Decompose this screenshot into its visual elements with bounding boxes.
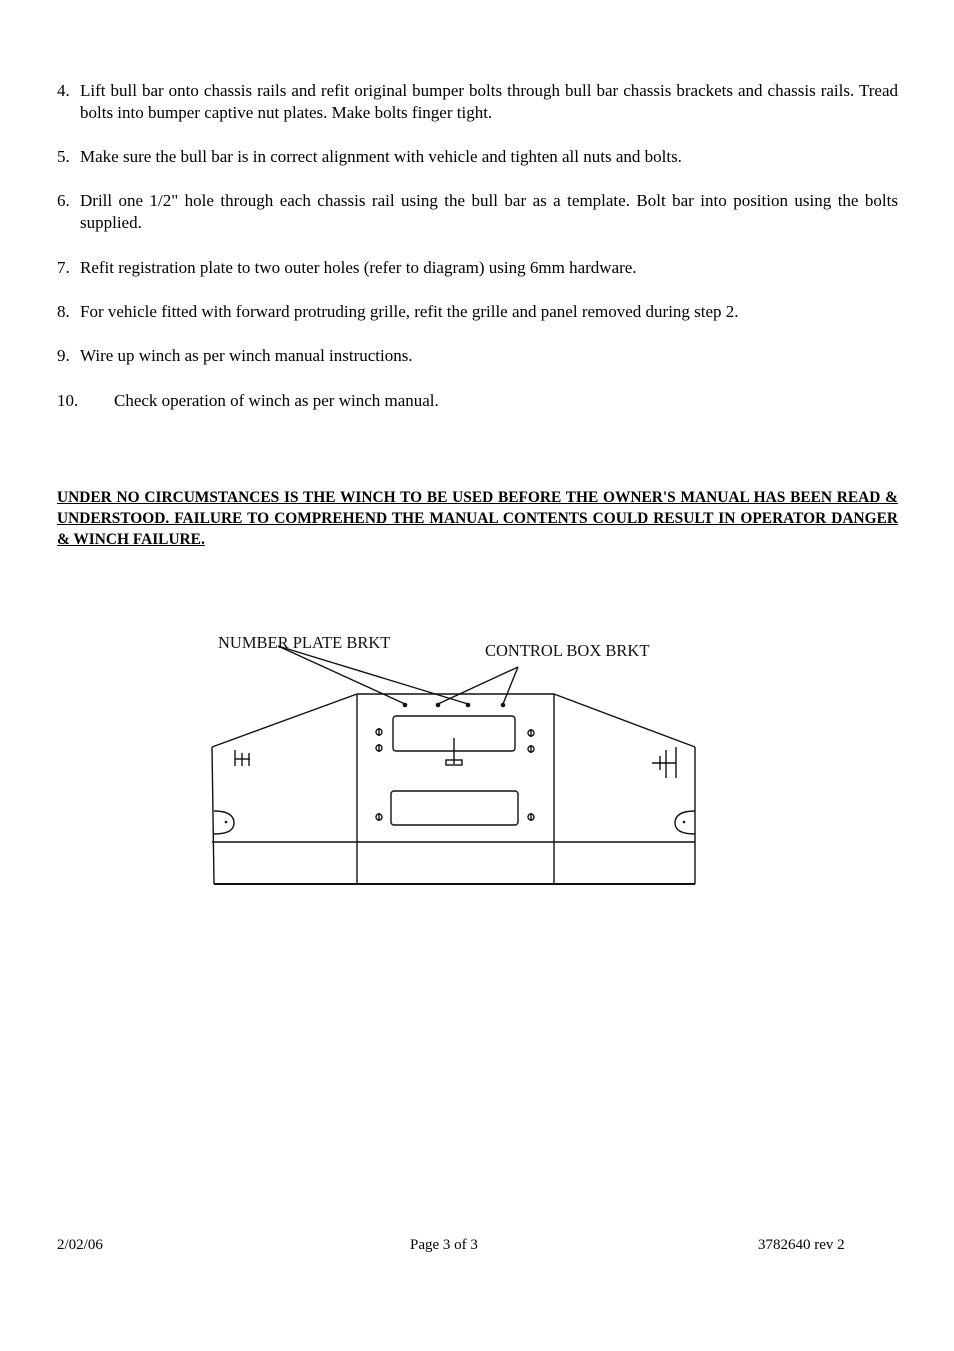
footer-page-number: Page 3 of 3	[410, 1237, 478, 1253]
number-plate-bracket-label: NUMBER PLATE BRKT	[218, 633, 391, 652]
step-text: For vehicle fitted with forward protruding grille, refit the grille and panel removed during step 2.	[80, 302, 739, 321]
step-text: Make sure the bull bar is in correct alignment with vehicle and tighten all nuts and bolts.	[80, 147, 682, 166]
step-6	[57, 190, 898, 234]
footer-doc-reference: 3782640 rev 2	[758, 1237, 845, 1253]
safety-warning: UNDER NO CIRCUMSTANCES IS THE WINCH TO BE USED BEFORE THE OWNER'S MANUAL HAS BEEN READ & UNDERSTOOD. FAILURE TO COMPREHEND THE MANUAL CONTENTS COULD RESULT IN OPERATOR DANGER & WINCH FAILURE.	[57, 489, 898, 548]
bull-bar-diagram	[190, 620, 730, 900]
step-number: 5.	[57, 147, 70, 166]
step-number: 10.	[57, 391, 79, 410]
step-7	[57, 257, 898, 279]
step-text: Drill one 1/2" hole through each chassis rail using the bull bar as a template. Bolt bar into position using the bolts supplied.	[80, 191, 898, 232]
step-number: 6.	[57, 191, 70, 210]
step-text: Check operation of winch as per winch manual.	[114, 391, 439, 410]
step-number: 9.	[57, 346, 70, 365]
step-5	[57, 146, 898, 168]
footer-date: 2/02/06	[57, 1237, 103, 1253]
step-4	[57, 80, 898, 124]
step-text: Lift bull bar onto chassis rails and refit original bumper bolts through bull bar chassis brackets and chassis rails. Tread bolts into bumper captive nut plates. Make bolts finger tight.	[80, 81, 898, 122]
step-8	[57, 301, 898, 323]
step-text: Refit registration plate to two outer holes (refer to diagram) using 6mm hardware.	[80, 258, 637, 277]
step-number: 7.	[57, 258, 70, 277]
control-box-bracket-label: CONTROL BOX BRKT	[485, 641, 650, 660]
step-number: 4.	[57, 81, 70, 100]
step-text: Wire up winch as per winch manual instructions.	[80, 346, 413, 365]
step-10	[57, 390, 898, 412]
step-number: 8.	[57, 302, 70, 321]
bull-bar-drawing	[190, 620, 730, 900]
step-9	[57, 345, 898, 367]
